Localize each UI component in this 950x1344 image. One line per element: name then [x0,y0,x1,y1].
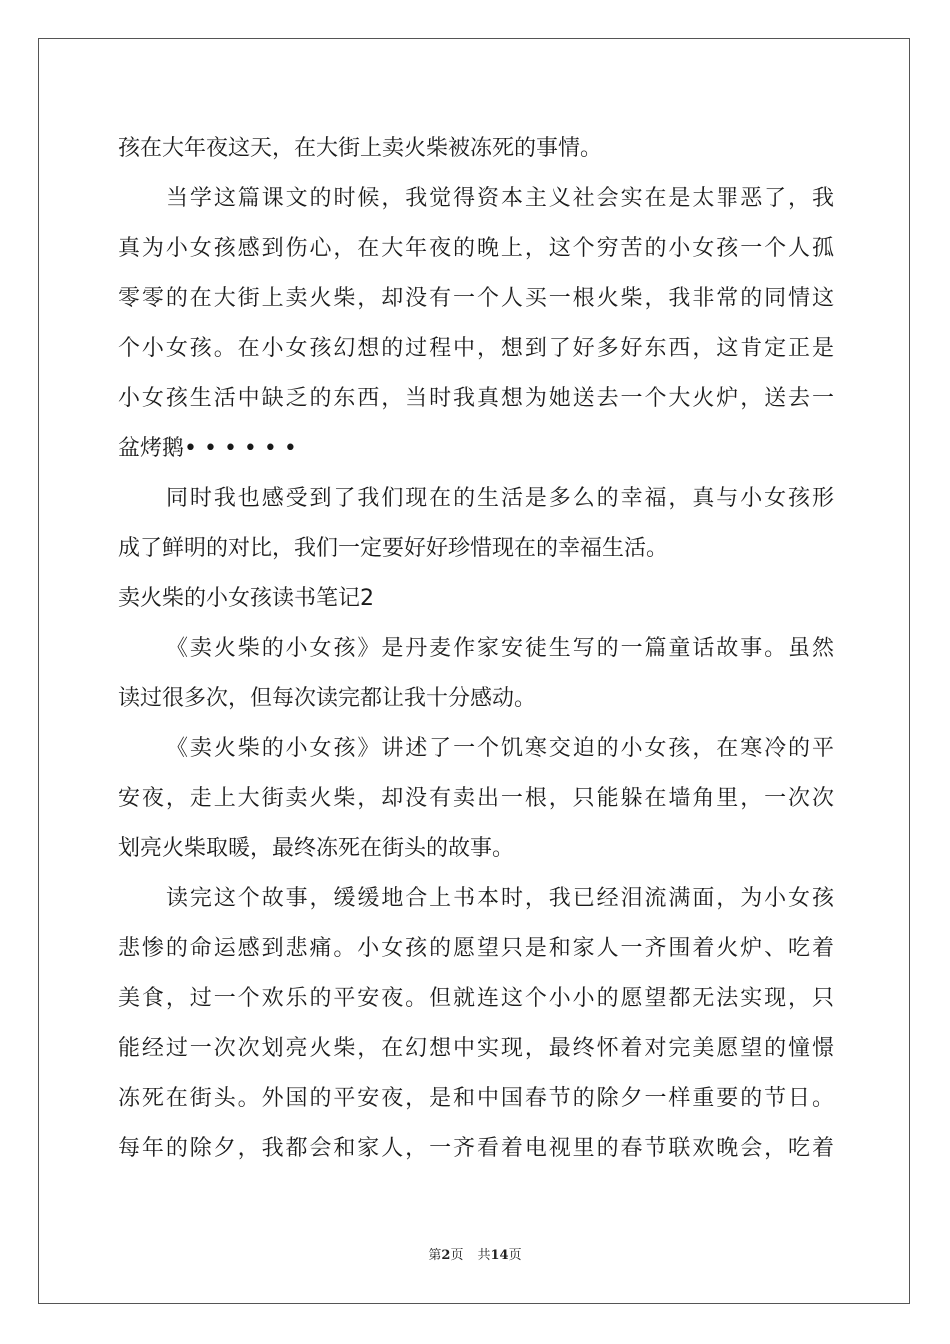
text-line: 成了鲜明的对比，我们一定要好好珍惜现在的幸福生活。 [118,536,669,561]
text-line: 孩在大年夜这天，在大街上卖火柴被冻死的事情。 [118,136,603,161]
text-line: 美食，过一个欢乐的平安夜。但就连这个小小的愿望都无法实现，只 [118,986,834,1011]
text-line: 《卖火柴的小女孩》讲述了一个饥寒交迫的小女孩，在寒冷的平 [166,736,834,761]
text-line: 冻死在街头。外国的平安夜，是和中国春节的除夕一样重要的节日。 [118,1086,834,1111]
page-number: 2 [441,1248,451,1263]
text-line: 能经过一次次划亮火柴，在幻想中实现，最终怀着对完美愿望的憧憬 [118,1036,834,1061]
text-line: 同时我也感受到了我们现在的生活是多么的幸福，真与小女孩形 [166,486,834,511]
section-heading: 卖火柴的小女孩读书笔记2 [118,586,374,611]
text-line: 小女孩生活中缺乏的东西，当时我真想为她送去一个大火炉，送去一 [118,386,834,411]
text-line: 当学这篇课文的时候，我觉得资本主义社会实在是太罪恶了，我 [166,186,834,211]
document-body [118,124,834,1174]
page-footer [0,1244,950,1263]
text-line: 零零的在大街上卖火柴，却没有一个人买一根火柴，我非常的同情这 [118,286,834,311]
text-line: 读完这个故事，缓缓地合上书本时，我已经泪流满面，为小女孩 [166,886,834,911]
page-prefix: 第 [428,1248,442,1263]
text-line: 每年的除夕，我都会和家人，一齐看着电视里的春节联欢晚会，吃着 [118,1136,834,1161]
text-line: 划亮火柴取暖，最终冻死在街头的故事。 [118,836,515,861]
page-suffix: 页 [450,1248,464,1263]
total-prefix: 共 [477,1248,491,1263]
text-line: 悲惨的命运感到悲痛。小女孩的愿望只是和家人一齐围着火炉、吃着 [118,936,834,961]
text-line: 个小女孩。在小女孩幻想的过程中，想到了好多好东西，这肯定正是 [118,336,834,361]
total-suffix: 页 [508,1248,522,1263]
text-line: 安夜，走上大街卖火柴，却没有卖出一根，只能躲在墙角里，一次次 [118,786,834,811]
text-line: 《卖火柴的小女孩》是丹麦作家安徒生写的一篇童话故事。虽然 [166,636,834,661]
total-pages: 14 [490,1248,509,1263]
text-line: 真为小女孩感到伤心，在大年夜的晚上，这个穷苦的小女孩一个人孤 [118,236,834,261]
text-line: 读过很多次，但每次读完都让我十分感动。 [118,686,537,711]
text-line: 盆烤鹅• • • • • • [118,436,297,461]
